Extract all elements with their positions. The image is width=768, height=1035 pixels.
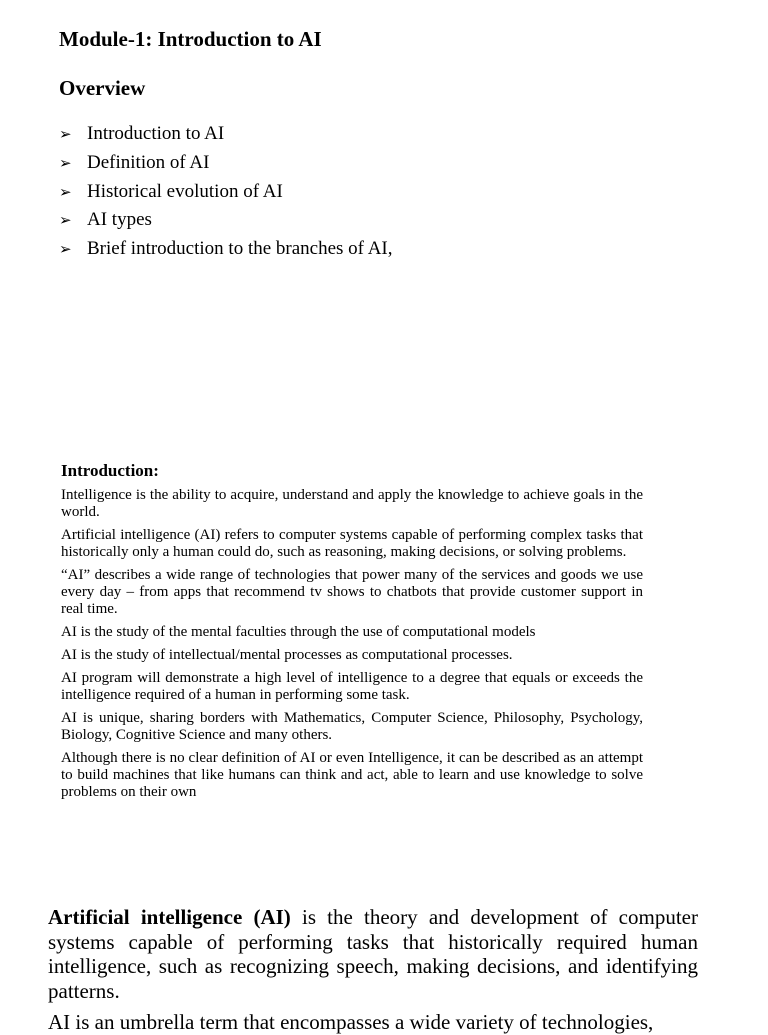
arrow-bullet-icon: ➢ bbox=[59, 153, 72, 172]
intro-paragraph: AI is the study of intellectual/mental processes as computational processes. bbox=[61, 647, 513, 663]
arrow-bullet-icon: ➢ bbox=[59, 240, 72, 259]
topic-item bbox=[59, 178, 393, 207]
topic-item bbox=[59, 235, 393, 264]
intro-paragraph: Intelligence is the ability to acquire, understand and apply the knowledge to achieve goals in the world. bbox=[61, 487, 643, 520]
overview-heading: Overview bbox=[59, 76, 146, 100]
topic-item bbox=[59, 120, 393, 149]
ai-definition-term: Artificial intelligence (AI) bbox=[48, 905, 291, 929]
introduction-section bbox=[61, 460, 643, 807]
intro-paragraph: AI is unique, sharing borders with Mathematics, Computer Science, Philosophy, Psychology, Biology, Cognitive Science and many others. bbox=[61, 710, 643, 743]
intro-paragraph: Artificial intelligence (AI) refers to computer systems capable of performing complex tasks that historically only a human could do, such as reasoning, making decisions, or solving problems. bbox=[61, 527, 643, 560]
arrow-bullet-icon: ➢ bbox=[59, 182, 72, 201]
intro-paragraph: AI is the study of the mental faculties through the use of computational models bbox=[61, 624, 536, 640]
topic-label: Brief introduction to the branches of AI, bbox=[87, 238, 393, 260]
intro-paragraph: “AI” describes a wide range of technologies that power many of the services and goods we use every day – from apps that recommend tv shows to chatbots that provide customer support in real time. bbox=[61, 567, 643, 617]
topic-list bbox=[59, 120, 393, 264]
topic-label: Historical evolution of AI bbox=[87, 180, 283, 202]
introduction-heading: Introduction: bbox=[61, 461, 159, 480]
topic-label: Definition of AI bbox=[87, 151, 210, 173]
topic-label: Introduction to AI bbox=[87, 123, 225, 144]
cut-off-paragraph: AI is an umbrella term that encompasses a wide variety of technologies, bbox=[48, 1010, 654, 1034]
arrow-bullet-icon: ➢ bbox=[59, 211, 72, 230]
ai-definition-text: is the theory and development of computer systems capable of performing tasks that historically required human intelligence, such as recognizing speech, making decisions, and identifying patterns. bbox=[48, 905, 698, 1003]
topic-item bbox=[59, 206, 393, 235]
intro-paragraph: AI program will demonstrate a high level of intelligence to a degree that equals or exceeds the intelligence required of a human in performing some task. bbox=[61, 670, 643, 703]
arrow-bullet-icon: ➢ bbox=[59, 125, 72, 143]
topic-label: AI types bbox=[87, 209, 152, 231]
intro-paragraph: Although there is no clear definition of AI or even Intelligence, it can be described as an attempt to build machines that like humans can think and act, able to learn and use knowledge to solve problems on their own bbox=[61, 750, 643, 800]
ai-definition-paragraph bbox=[48, 905, 698, 1003]
topic-item bbox=[59, 149, 393, 178]
module-title: Module-1: Introduction to AI bbox=[59, 27, 322, 51]
